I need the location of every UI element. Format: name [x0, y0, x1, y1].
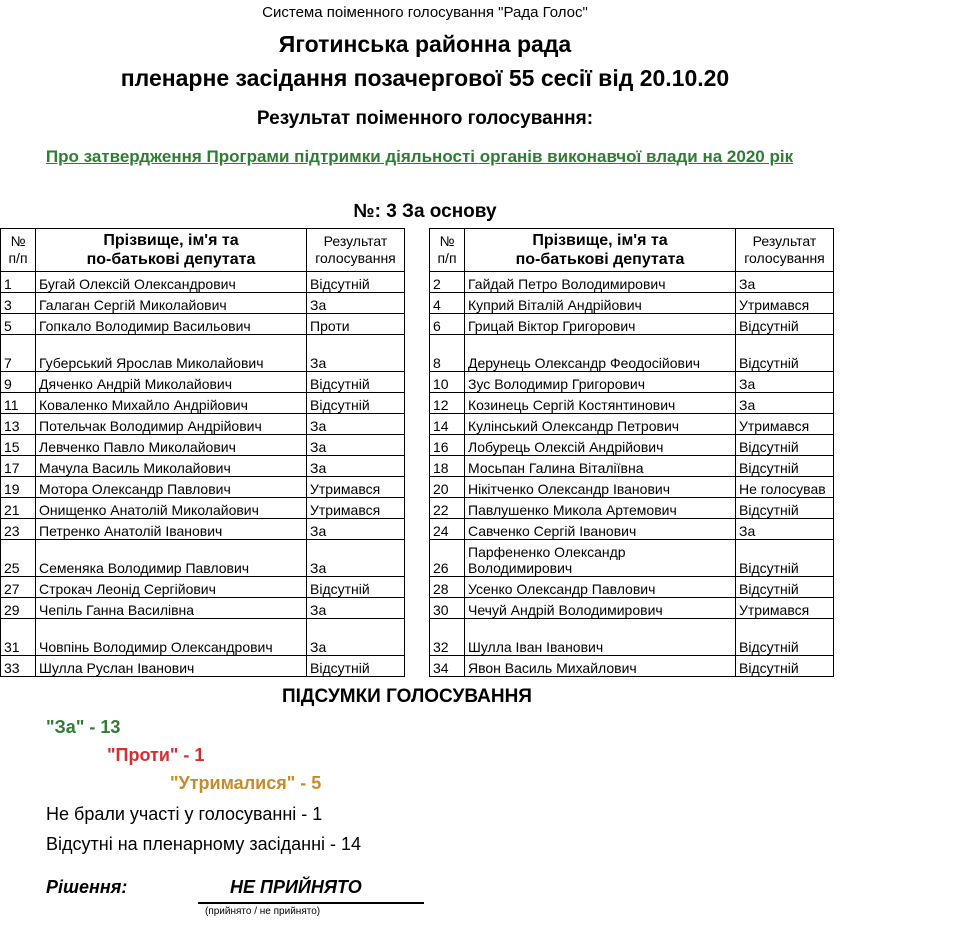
vote-result: Відсутній: [736, 314, 834, 335]
vote-result: Відсутній: [736, 577, 834, 598]
deputy-name: Усенко Олександр Павлович: [465, 577, 736, 598]
table-row: [1, 272, 405, 293]
vote-result: Проти: [307, 314, 405, 335]
table-row: [1, 577, 405, 598]
table-row: [430, 477, 834, 498]
row-number: 34: [430, 656, 465, 677]
col-name-header: Прізвище, ім'я та по-батькові депутата: [36, 229, 307, 272]
deputy-name: Онищенко Анатолій Миколайович: [36, 498, 307, 519]
col-number-header: № п/п: [430, 229, 465, 272]
col-result-header: Результат голосування: [736, 229, 834, 272]
table-row: [430, 435, 834, 456]
row-number: 23: [1, 519, 36, 540]
deputy-name: Мачула Василь Миколайович: [36, 456, 307, 477]
vote-result: Відсутній: [736, 540, 834, 577]
table-row: [1, 540, 405, 577]
deputy-name: Кулінський Олександр Петрович: [465, 414, 736, 435]
deputy-name: Бугай Олексій Олександрович: [36, 272, 307, 293]
deputy-name: Дерунець Олександр Феодосійович: [465, 335, 736, 372]
row-number: 22: [430, 498, 465, 519]
table-row: [430, 272, 834, 293]
vote-result: Відсутній: [307, 393, 405, 414]
row-number: 32: [430, 619, 465, 656]
row-number: 28: [430, 577, 465, 598]
row-number: 16: [430, 435, 465, 456]
table-row: [430, 519, 834, 540]
row-number: 30: [430, 598, 465, 619]
table-header-row: [430, 229, 834, 272]
vote-result: Утримався: [736, 293, 834, 314]
row-number: 29: [1, 598, 36, 619]
row-number: 25: [1, 540, 36, 577]
table-row: [430, 577, 834, 598]
row-number: 14: [430, 414, 465, 435]
vote-result: Відсутній: [307, 656, 405, 677]
deputy-name: Човпінь Володимир Олександрович: [36, 619, 307, 656]
vote-result: Відсутній: [307, 577, 405, 598]
decision-hint: (прийнято / не прийнято): [205, 906, 321, 917]
row-number: 5: [1, 314, 36, 335]
decision-value: НЕ ПРИЙНЯТО: [230, 877, 362, 897]
row-number: 18: [430, 456, 465, 477]
deputy-name: Козинець Сергій Костянтинович: [465, 393, 736, 414]
system-caption: Система поіменного голосування "Рада Голос": [262, 4, 588, 21]
summary-title: ПІДСУМКИ ГОЛОСУВАННЯ: [282, 686, 532, 707]
deputy-name: Савченко Сергій Іванович: [465, 519, 736, 540]
deputy-name: Коваленко Михайло Андрійович: [36, 393, 307, 414]
table-row: [430, 414, 834, 435]
deputy-name: Потельчак Володимир Андрійович: [36, 414, 307, 435]
table-header-row: [1, 229, 405, 272]
deputy-name: Губерський Ярослав Миколайович: [36, 335, 307, 372]
row-number: 3: [1, 293, 36, 314]
row-number: 15: [1, 435, 36, 456]
row-number: 6: [430, 314, 465, 335]
vote-number: №: 3 За основу: [353, 201, 497, 222]
deputy-name: Мосьпан Галина Віталіївна: [465, 456, 736, 477]
row-number: 26: [430, 540, 465, 577]
deputy-name: Дяченко Андрій Миколайович: [36, 372, 307, 393]
table-row: [1, 314, 405, 335]
summary-against-count: "Проти" - 1: [107, 745, 205, 765]
table-row: [1, 598, 405, 619]
vote-result: За: [307, 619, 405, 656]
vote-result: За: [307, 519, 405, 540]
session-title: пленарне засідання позачергової 55 сесії від 20.10.20: [120, 65, 730, 91]
deputy-name: Галаган Сергій Миколайович: [36, 293, 307, 314]
table-row: [430, 372, 834, 393]
row-number: 21: [1, 498, 36, 519]
votes-table-right: [429, 228, 834, 677]
vote-result: Утримався: [307, 498, 405, 519]
table-row: [1, 335, 405, 372]
result-title: Результат поіменного голосування:: [256, 108, 594, 129]
vote-result: Відсутній: [307, 272, 405, 293]
table-row: [1, 293, 405, 314]
col-number-header: № п/п: [1, 229, 36, 272]
vote-result: Утримався: [736, 598, 834, 619]
row-number: 8: [430, 335, 465, 372]
table-row: [430, 540, 834, 577]
table-row: [1, 414, 405, 435]
row-number: 10: [430, 372, 465, 393]
row-number: 20: [430, 477, 465, 498]
table-row: [430, 314, 834, 335]
row-number: 24: [430, 519, 465, 540]
deputy-name: Лобурець Олексій Андрійович: [465, 435, 736, 456]
col-name-header: Прізвище, ім'я та по-батькові депутата: [465, 229, 736, 272]
row-number: 17: [1, 456, 36, 477]
deputy-name: Гопкало Володимир Васильович: [36, 314, 307, 335]
deputy-name: Павлушенко Микола Артемович: [465, 498, 736, 519]
table-row: [430, 498, 834, 519]
row-number: 27: [1, 577, 36, 598]
table-row: [1, 435, 405, 456]
row-number: 19: [1, 477, 36, 498]
row-number: 2: [430, 272, 465, 293]
table-row: [430, 598, 834, 619]
table-row: [1, 372, 405, 393]
deputy-name: Гайдай Петро Володимирович: [465, 272, 736, 293]
row-number: 31: [1, 619, 36, 656]
table-row: [1, 456, 405, 477]
row-number: 9: [1, 372, 36, 393]
vote-result: Відсутній: [736, 456, 834, 477]
deputy-name: Петренко Анатолій Іванович: [36, 519, 307, 540]
deputy-name: Грицай Віктор Григорович: [465, 314, 736, 335]
table-row: [430, 456, 834, 477]
vote-result: Відсутній: [736, 435, 834, 456]
row-number: 4: [430, 293, 465, 314]
deputy-name: Зус Володимир Григорович: [465, 372, 736, 393]
row-number: 7: [1, 335, 36, 372]
vote-result: За: [307, 435, 405, 456]
deputy-name: Чечуй Андрій Володимирович: [465, 598, 736, 619]
summary-for-count: "За" - 13: [46, 717, 121, 737]
deputy-name: Явон Василь Михайлович: [465, 656, 736, 677]
deputy-name: Левченко Павло Миколайович: [36, 435, 307, 456]
vote-subject: Про затвердження Програми підтримки діяльності органів виконавчої влади на 2020 рік: [45, 147, 794, 166]
col-result-header: Результат голосування: [307, 229, 405, 272]
vote-result: Утримався: [307, 477, 405, 498]
summary-absent: Відсутні на пленарному засіданні - 14: [46, 834, 362, 854]
table-row: [430, 335, 834, 372]
vote-result: Відсутній: [736, 619, 834, 656]
deputy-name: Шулла Руслан Іванович: [36, 656, 307, 677]
table-row: [430, 619, 834, 656]
votes-table-left: [0, 228, 405, 677]
vote-result: Відсутній: [736, 498, 834, 519]
vote-result: За: [736, 372, 834, 393]
table-row: [1, 656, 405, 677]
summary-abstain-count: "Утрималися" - 5: [170, 773, 322, 793]
deputy-name: Чепіль Ганна Василівна: [36, 598, 307, 619]
deputy-name: Шулла Іван Іванович: [465, 619, 736, 656]
vote-result: Утримався: [736, 414, 834, 435]
vote-result: За: [736, 519, 834, 540]
table-row: [430, 293, 834, 314]
vote-result: За: [307, 335, 405, 372]
deputy-name: Мотора Олександр Павлович: [36, 477, 307, 498]
table-row: [1, 393, 405, 414]
row-number: 1: [1, 272, 36, 293]
decision-underline: [198, 902, 424, 904]
vote-result: Не голосував: [736, 477, 834, 498]
deputy-name: Строкач Леонід Сергійович: [36, 577, 307, 598]
table-row: [1, 477, 405, 498]
table-row: [1, 498, 405, 519]
deputy-name: Семеняка Володимир Павлович: [36, 540, 307, 577]
deputy-name: Парфененко Олександр Володимирович: [465, 540, 736, 577]
council-title: Яготинська районна рада: [278, 31, 572, 57]
row-number: 13: [1, 414, 36, 435]
row-number: 11: [1, 393, 36, 414]
vote-result: За: [307, 598, 405, 619]
table-row: [430, 393, 834, 414]
vote-result: Відсутній: [307, 372, 405, 393]
table-row: [430, 656, 834, 677]
summary-not-voted: Не брали участі у голосуванні - 1: [46, 804, 323, 824]
row-number: 33: [1, 656, 36, 677]
table-row: [1, 519, 405, 540]
vote-result: За: [736, 272, 834, 293]
vote-result: Відсутній: [736, 335, 834, 372]
vote-result: За: [307, 456, 405, 477]
deputy-name: Куприй Віталій Андрійович: [465, 293, 736, 314]
row-number: 12: [430, 393, 465, 414]
vote-result: За: [307, 414, 405, 435]
decision-label: Рішення:: [46, 877, 128, 897]
vote-result: За: [736, 393, 834, 414]
deputy-name: Нікітченко Олександр Іванович: [465, 477, 736, 498]
table-row: [1, 619, 405, 656]
vote-result: За: [307, 540, 405, 577]
vote-result: За: [307, 293, 405, 314]
vote-result: Відсутній: [736, 656, 834, 677]
